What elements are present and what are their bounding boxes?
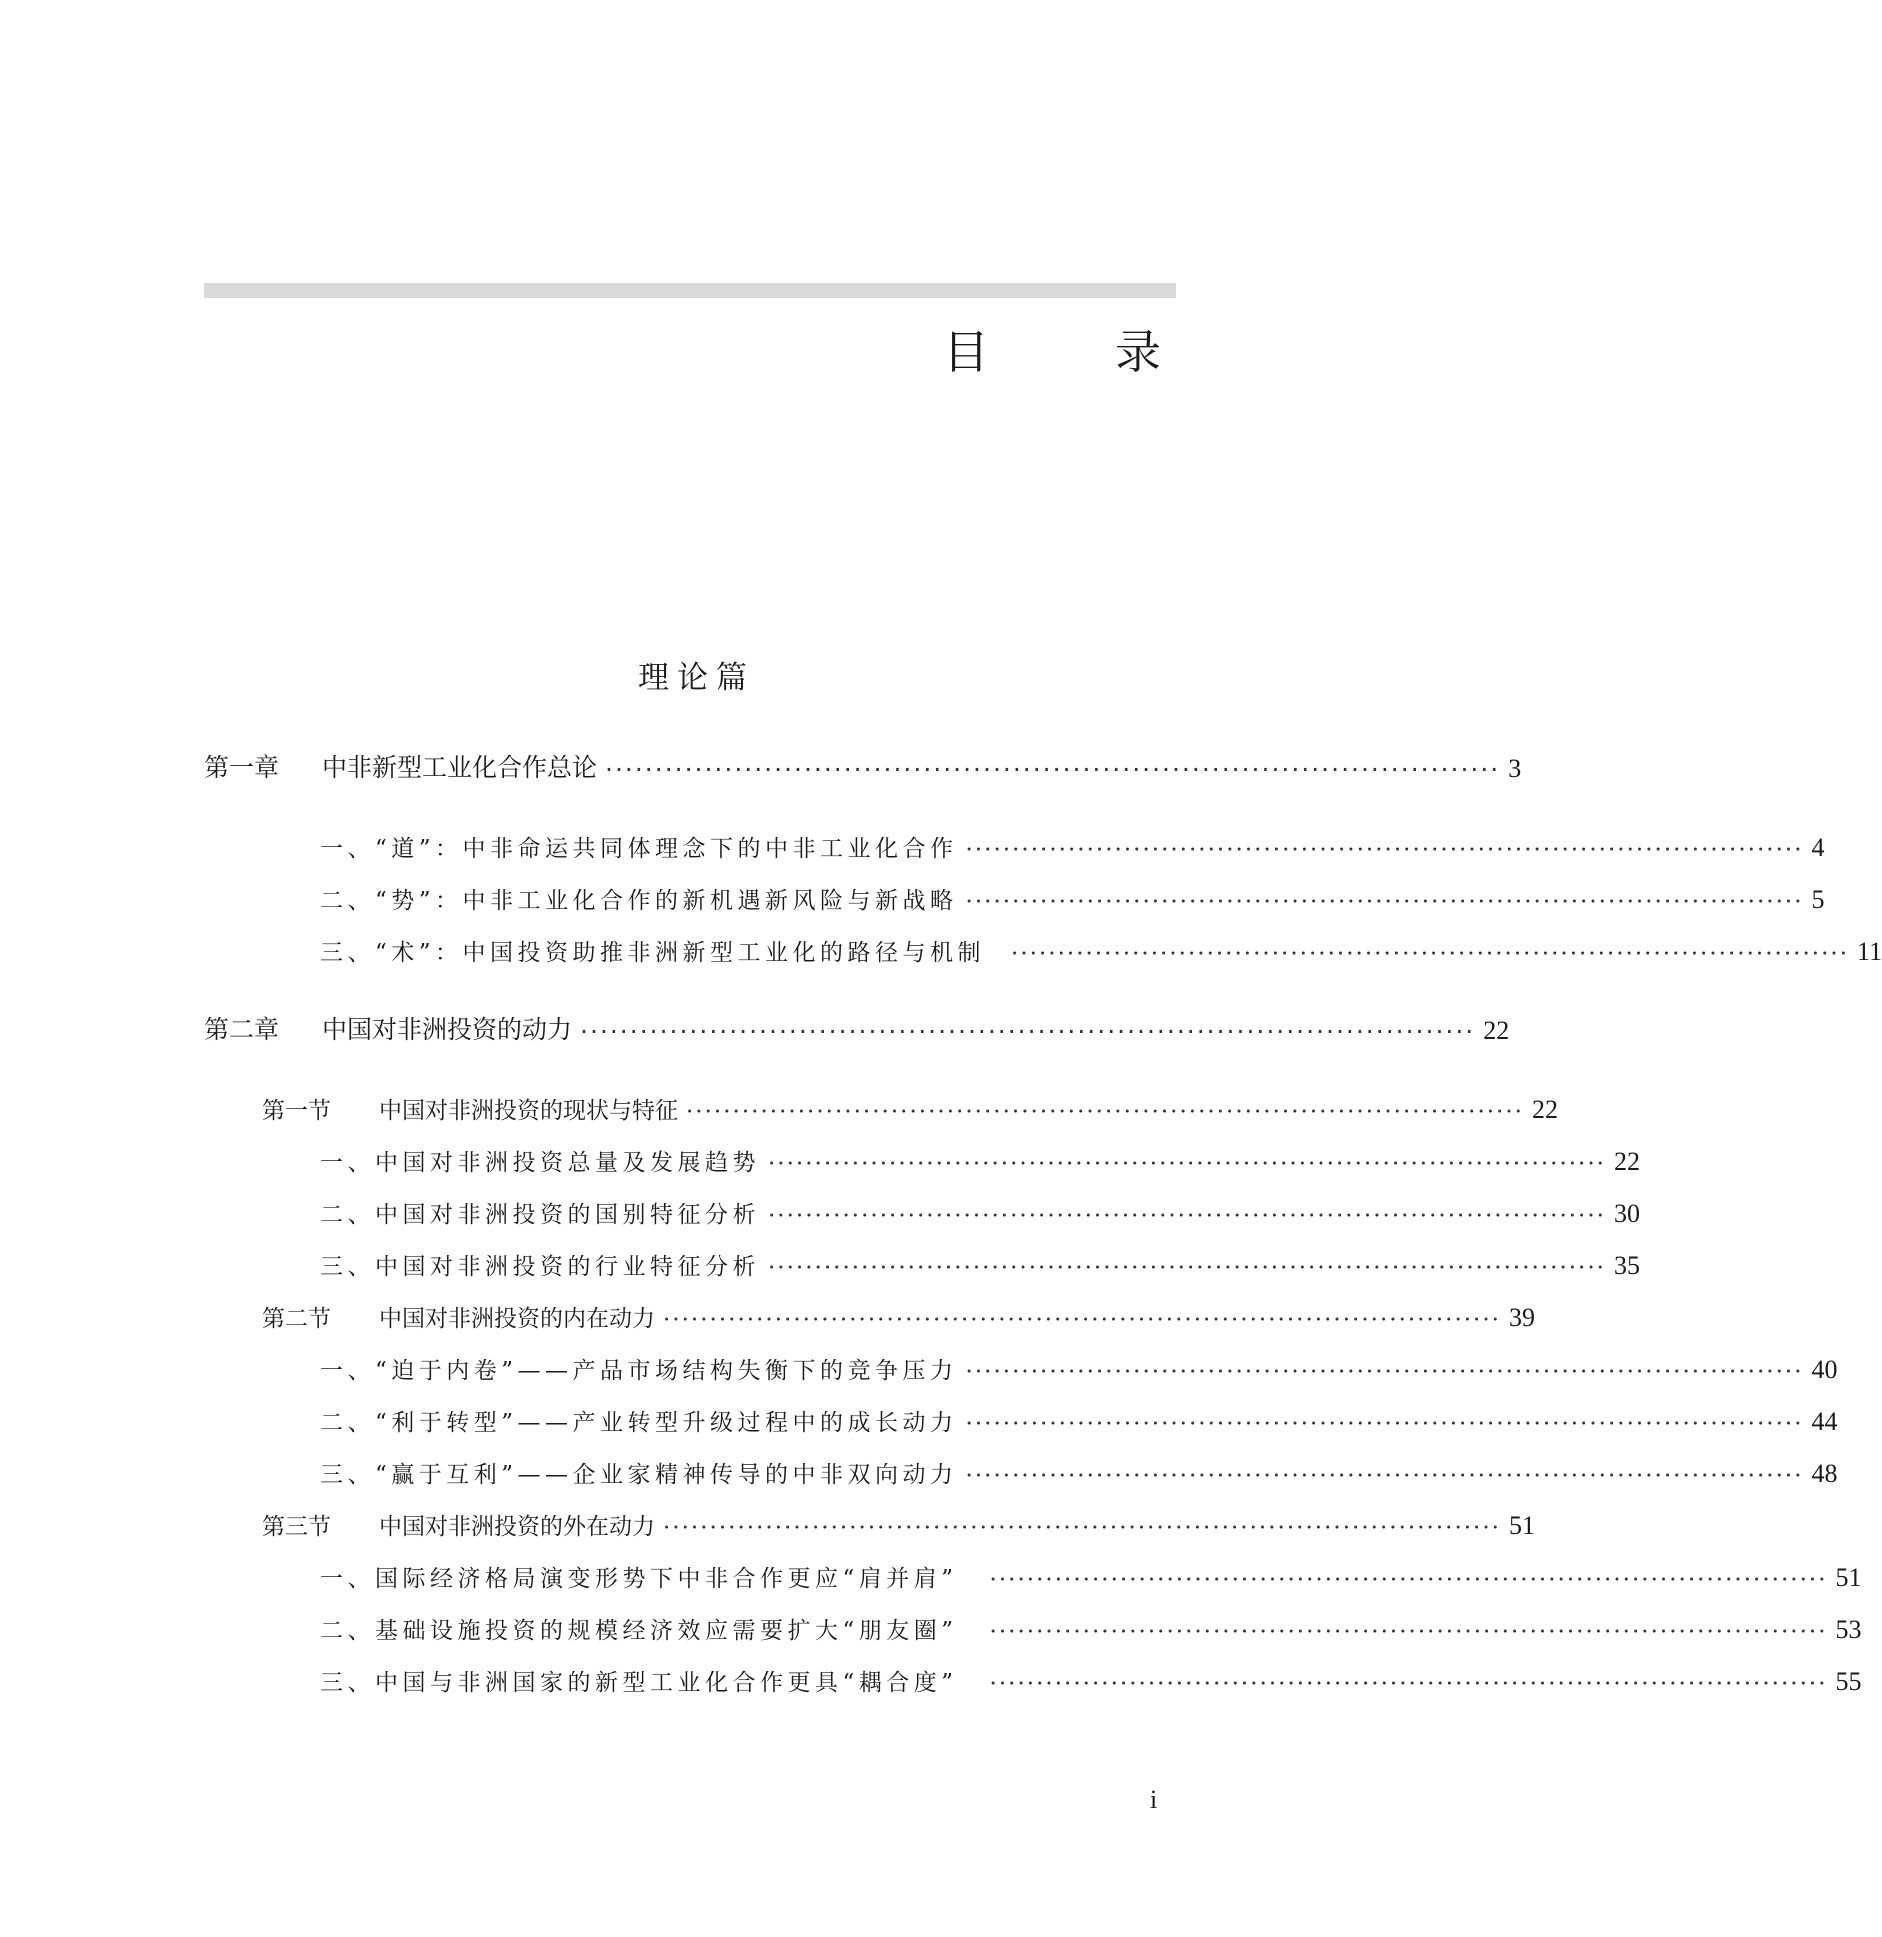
chapter-number: 第一章	[204, 753, 280, 782]
page-number: 40	[1811, 1355, 1838, 1384]
page-number: 3	[1508, 754, 1522, 783]
page-number: 22	[1614, 1147, 1640, 1176]
toc-item[interactable]	[204, 1655, 1862, 1697]
item-title: 三、“赢于互利”——企业家精神传导的中非双向动力	[320, 1462, 958, 1488]
dot-leader: ··························································································	[768, 1203, 1606, 1229]
page-number: 22	[1483, 1016, 1510, 1045]
dot-leader: ··························································································	[989, 1567, 1828, 1593]
dot-leader: ··························································································	[580, 1017, 1476, 1046]
section-title: 中国对非洲投资的外在动力	[379, 1514, 655, 1540]
toc-section[interactable]	[204, 1499, 1535, 1541]
item-title: 一、中国对非洲投资总量及发展趋势	[320, 1150, 760, 1176]
page-number: 51	[1835, 1563, 1862, 1592]
item-title: 二、“势”：中非工业化合作的新机遇新风险与新战略	[320, 888, 958, 914]
page-number: 55	[1835, 1667, 1862, 1696]
section-title: 中国对非洲投资的现状与特征	[379, 1098, 678, 1124]
header-rule	[204, 283, 1176, 298]
toc-item[interactable]	[204, 1135, 1640, 1177]
dot-leader: ··························································································	[768, 1255, 1606, 1281]
dot-leader: ··························································································	[965, 889, 1804, 915]
page-number: 51	[1509, 1511, 1535, 1540]
item-title: 三、中国对非洲投资的行业特征分析	[320, 1254, 760, 1280]
toc-item[interactable]	[204, 821, 1825, 863]
page-number: 48	[1811, 1459, 1838, 1488]
section-title: 中国对非洲投资的内在动力	[379, 1306, 655, 1332]
chapter-number: 第二章	[204, 1015, 280, 1044]
dot-leader: ··························································································	[1011, 941, 1850, 967]
toc-item[interactable]	[204, 1603, 1862, 1645]
dot-leader: ··························································································	[989, 1671, 1828, 1697]
page-number: 53	[1835, 1615, 1862, 1644]
dot-leader: ··························································································	[605, 755, 1501, 784]
dot-leader: ··························································································	[965, 1463, 1804, 1489]
section-number: 第一节	[262, 1098, 331, 1124]
dot-leader: ··························································································	[965, 837, 1804, 863]
dot-leader: ··························································································	[768, 1151, 1606, 1177]
toc-section[interactable]	[204, 1291, 1535, 1333]
item-title: 一、“迫于内卷”——产品市场结构失衡下的竞争压力	[320, 1358, 958, 1384]
item-title: 二、基础设施投资的规模经济效应需要扩大“朋友圈”	[320, 1618, 958, 1644]
toc-section[interactable]	[204, 1083, 1558, 1125]
toc-item[interactable]	[204, 925, 1882, 967]
dot-leader: ··························································································	[989, 1619, 1828, 1645]
page-number: 22	[1532, 1095, 1558, 1124]
chapter-title: 中国对非洲投资的动力	[322, 1015, 573, 1044]
item-title: 二、“利于转型”——产业转型升级过程中的成长动力	[320, 1410, 958, 1436]
page-number: 39	[1509, 1303, 1535, 1332]
page-number: 4	[1811, 833, 1825, 862]
toc-item[interactable]	[204, 1551, 1862, 1593]
item-title: 二、中国对非洲投资的国别特征分析	[320, 1202, 760, 1228]
page-number: 44	[1811, 1407, 1838, 1436]
dot-leader: ··························································································	[965, 1359, 1804, 1385]
dot-leader: ··························································································	[663, 1515, 1501, 1541]
toc-item[interactable]	[204, 1343, 1838, 1385]
part-title: 理论篇	[638, 660, 755, 696]
section-number: 第三节	[262, 1514, 331, 1540]
section-number: 第二节	[262, 1306, 331, 1332]
chapter-title: 中非新型工业化合作总论	[322, 753, 598, 782]
toc-chapter-1[interactable]	[204, 742, 1522, 784]
page-number: 11	[1857, 937, 1882, 966]
dot-leader: ··························································································	[663, 1307, 1501, 1333]
toc-item[interactable]	[204, 1447, 1838, 1489]
toc-item[interactable]	[204, 873, 1825, 915]
toc-title: 目 录	[943, 325, 1201, 379]
toc-item[interactable]	[204, 1239, 1640, 1281]
item-title: 一、“道”：中非命运共同体理念下的中非工业化合作	[320, 836, 958, 862]
item-title: 一、国际经济格局演变形势下中非合作更应“肩并肩”	[320, 1566, 958, 1592]
item-title: 三、“术”：中国投资助推非洲新型工业化的路径与机制	[320, 940, 986, 966]
toc-item[interactable]	[204, 1395, 1838, 1437]
toc-chapter-2[interactable]	[204, 1004, 1510, 1046]
dot-leader: ··························································································	[965, 1411, 1804, 1437]
dot-leader: ··························································································	[686, 1099, 1524, 1125]
toc-item[interactable]	[204, 1187, 1640, 1229]
folio-page-number: i	[1150, 1785, 1158, 1814]
page-number: 35	[1614, 1251, 1640, 1280]
page-number: 5	[1811, 885, 1825, 914]
item-title: 三、中国与非洲国家的新型工业化合作更具“耦合度”	[320, 1670, 958, 1696]
page-number: 30	[1614, 1199, 1640, 1228]
